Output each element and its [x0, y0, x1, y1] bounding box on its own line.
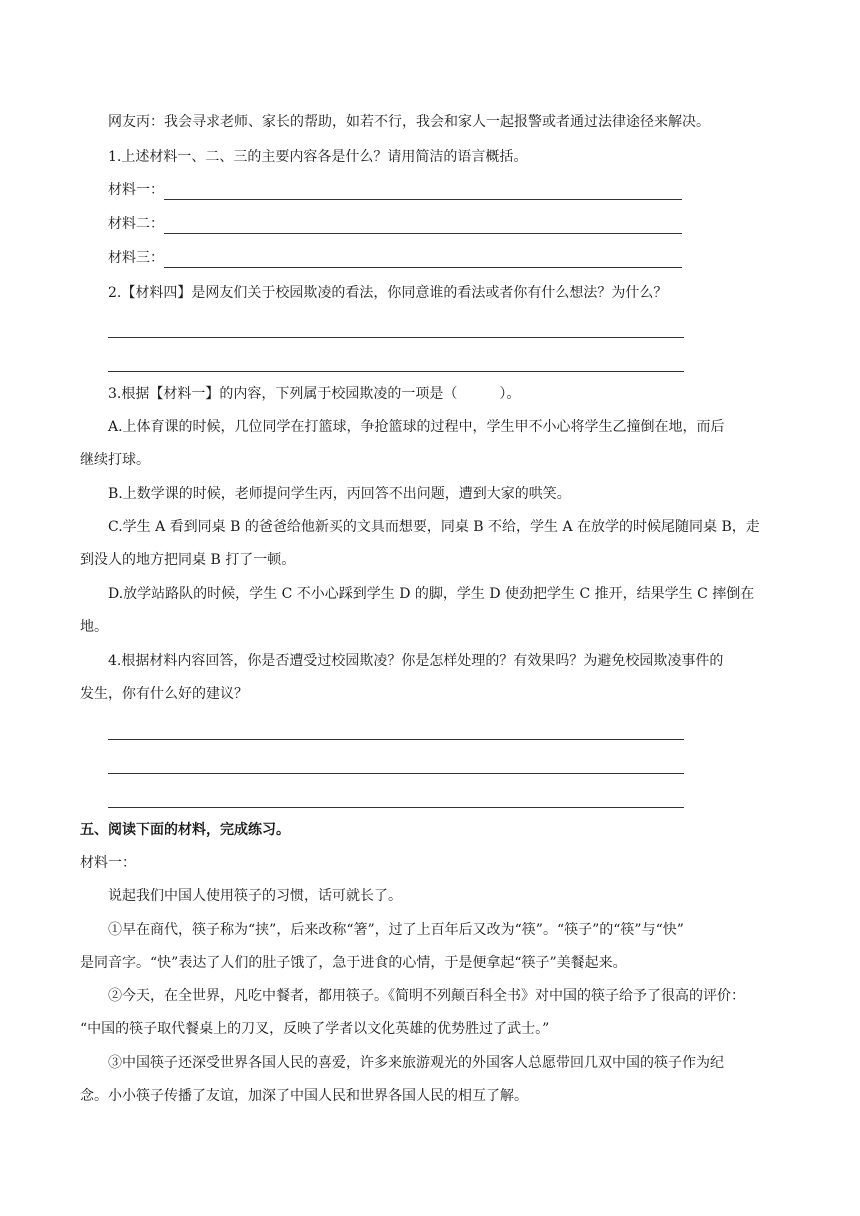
question-3: 3.根据【材料一】的内容，下列属于校园欺凌的一项是（ ）。 [108, 386, 521, 402]
material-label: 材料一： [80, 855, 136, 871]
answer-row-q2-2[interactable] [108, 352, 684, 372]
passage-paragraph-2-cont: “中国的筷子取代餐桌上的刀叉，反映了学者以文化英雄的优势胜过了武士。” [80, 1021, 550, 1037]
passage-paragraph-1-cont: 是同音字。“快”表达了人们的肚子饿了，急于进食的心情，于是便拿起“筷子”美餐起来。 [80, 955, 627, 971]
passage-paragraph-3: ③中国筷子还深受世界各国人民的喜爱，许多来旅游观光的外国客人总愿带回几双中国的筷子作为纪 [108, 1055, 724, 1071]
passage-paragraph-2: ②今天，在全世界，凡吃中餐者，都用筷子。《简明不列颠百科全书》对中国的筷子给予了很高的评价： [108, 988, 745, 1004]
option-c: C.学生 A 看到同桌 B 的爸爸给他新买的文具而想要，同桌 B 不给，学生 A 在放学的时候尾随同桌 B，走 [108, 519, 760, 535]
answer-line[interactable] [108, 793, 684, 808]
question-2: 2.【材料四】是网友们关于校园欺凌的看法，你同意谁的看法或者你有什么想法？为什么？ [108, 285, 668, 301]
question-1: 1.上述材料一、二、三的主要内容各是什么？请用简洁的语言概括。 [108, 149, 528, 165]
answer-line[interactable] [164, 253, 682, 268]
option-a: A.上体育课的时候，几位同学在打篮球，争抢篮球的过程中，学生甲不小心将学生乙撞倒在地，而后 [108, 419, 725, 435]
option-d-cont: 地。 [80, 619, 108, 635]
answer-line[interactable] [108, 357, 684, 372]
answer-line[interactable] [108, 759, 684, 774]
answer-row-material-1[interactable] [108, 180, 682, 200]
option-a-cont: 继续打球。 [80, 452, 150, 468]
answer-label: 材料二： [108, 216, 164, 232]
question-4: 4.根据材料内容回答，你是否遭受过校园欺凌？你是怎样处理的？有效果吗？为避免校园欺凌事件的 [108, 653, 724, 669]
answer-row-q4-3[interactable] [108, 788, 684, 808]
section-5-heading: 五、阅读下面的材料，完成练习。 [80, 822, 290, 838]
answer-row-q4-2[interactable] [108, 754, 684, 774]
passage-paragraph-intro: 说起我们中国人使用筷子的习惯，话可就长了。 [108, 888, 402, 904]
passage-paragraph-3-cont: 念。小小筷子传播了友谊，加深了中国人民和世界各国人民的相互了解。 [80, 1088, 528, 1104]
intro-text: 网友丙：我会寻求老师、家长的帮助，如若不行，我会和家人一起报警或者通过法律途径来解决。 [108, 114, 710, 130]
answer-row-material-3[interactable] [108, 248, 682, 268]
option-b: B.上数学课的时候，老师提问学生丙，丙回答不出问题，遭到大家的哄笑。 [108, 486, 571, 502]
answer-row-q2-1[interactable] [108, 318, 684, 338]
answer-label: 材料一： [108, 182, 164, 198]
answer-line[interactable] [164, 185, 682, 200]
question-4-cont: 发生，你有什么好的建议？ [80, 686, 248, 702]
answer-line[interactable] [108, 725, 684, 740]
answer-row-material-2[interactable] [108, 214, 682, 234]
answer-line[interactable] [164, 219, 682, 234]
answer-line[interactable] [108, 323, 684, 338]
option-c-cont: 到没人的地方把同桌 B 打了一顿。 [80, 552, 296, 568]
answer-row-q4-1[interactable] [108, 720, 684, 740]
passage-paragraph-1: ①早在商代，筷子称为“挟”，后来改称“箸”，过了上百年后又改为“筷”。“筷子”的“筷”与“快” [108, 922, 684, 938]
option-d: D.放学站路队的时候，学生 C 不小心踩到学生 D 的脚，学生 D 使劲把学生 C 推开，结果学生 C 摔倒在 [108, 586, 755, 602]
answer-label: 材料三： [108, 250, 164, 266]
